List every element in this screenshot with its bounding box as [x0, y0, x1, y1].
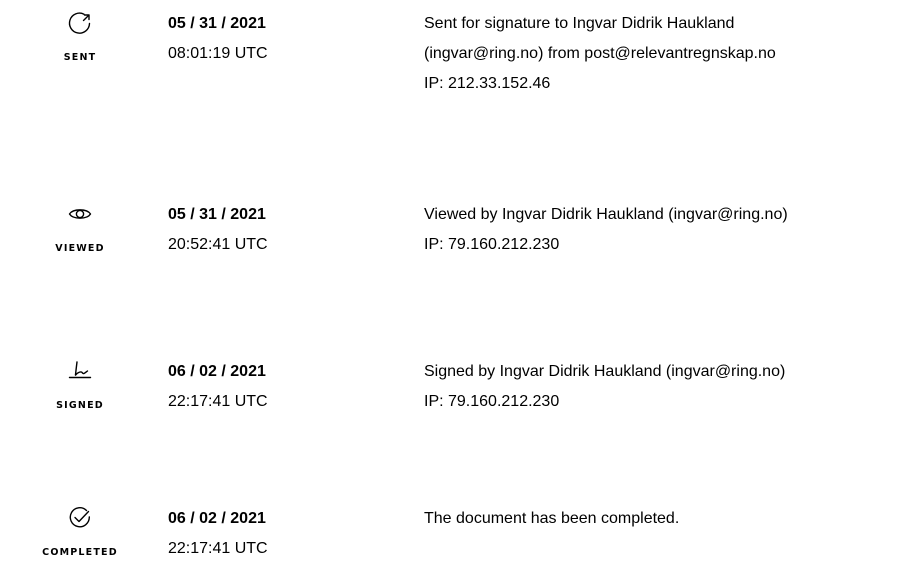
event-status [25, 199, 135, 254]
event-details [424, 200, 919, 260]
event-time: 22:17:41 UTC [168, 393, 268, 410]
detail-line: Viewed by Ingvar Didrik Haukland (ingvar@ring.no) [424, 206, 788, 223]
event-viewed [0, 199, 921, 279]
detail-line: Signed by Ingvar Didrik Haukland (ingvar@ring.no) [424, 363, 786, 380]
event-status [25, 356, 135, 411]
status-label: SIGNED [56, 400, 104, 411]
event-date: 05 / 31 / 2021 [168, 206, 266, 223]
event-signed [0, 356, 921, 436]
event-date: 05 / 31 / 2021 [168, 15, 266, 32]
event-completed [0, 503, 921, 583]
event-time: 22:17:41 UTC [168, 540, 268, 557]
event-sent [0, 8, 921, 92]
event-datetime [168, 200, 368, 260]
detail-line: IP: 212.33.152.46 [424, 75, 551, 92]
status-label: COMPLETED [42, 547, 118, 558]
event-details [424, 9, 919, 99]
event-datetime [168, 504, 368, 564]
event-date: 06 / 02 / 2021 [168, 363, 266, 380]
status-label: VIEWED [55, 243, 105, 254]
check-circle-icon [65, 503, 95, 533]
signature-icon [65, 356, 95, 386]
event-details [424, 504, 919, 534]
share-arrow-icon [65, 8, 95, 38]
event-details [424, 357, 919, 417]
event-status [25, 503, 135, 558]
detail-line: (ingvar@ring.no) from post@relevantregnskap.no [424, 45, 776, 62]
event-status [25, 8, 135, 63]
event-time: 20:52:41 UTC [168, 236, 268, 253]
detail-line: IP: 79.160.212.230 [424, 236, 560, 253]
eye-icon [65, 199, 95, 229]
detail-line: Sent for signature to Ingvar Didrik Haukland [424, 15, 735, 32]
event-date: 06 / 02 / 2021 [168, 510, 266, 527]
event-time: 08:01:19 UTC [168, 45, 268, 62]
event-datetime [168, 357, 368, 417]
detail-line: The document has been completed. [424, 510, 680, 527]
event-datetime [168, 9, 368, 69]
detail-line: IP: 79.160.212.230 [424, 393, 560, 410]
status-label: SENT [63, 52, 97, 63]
